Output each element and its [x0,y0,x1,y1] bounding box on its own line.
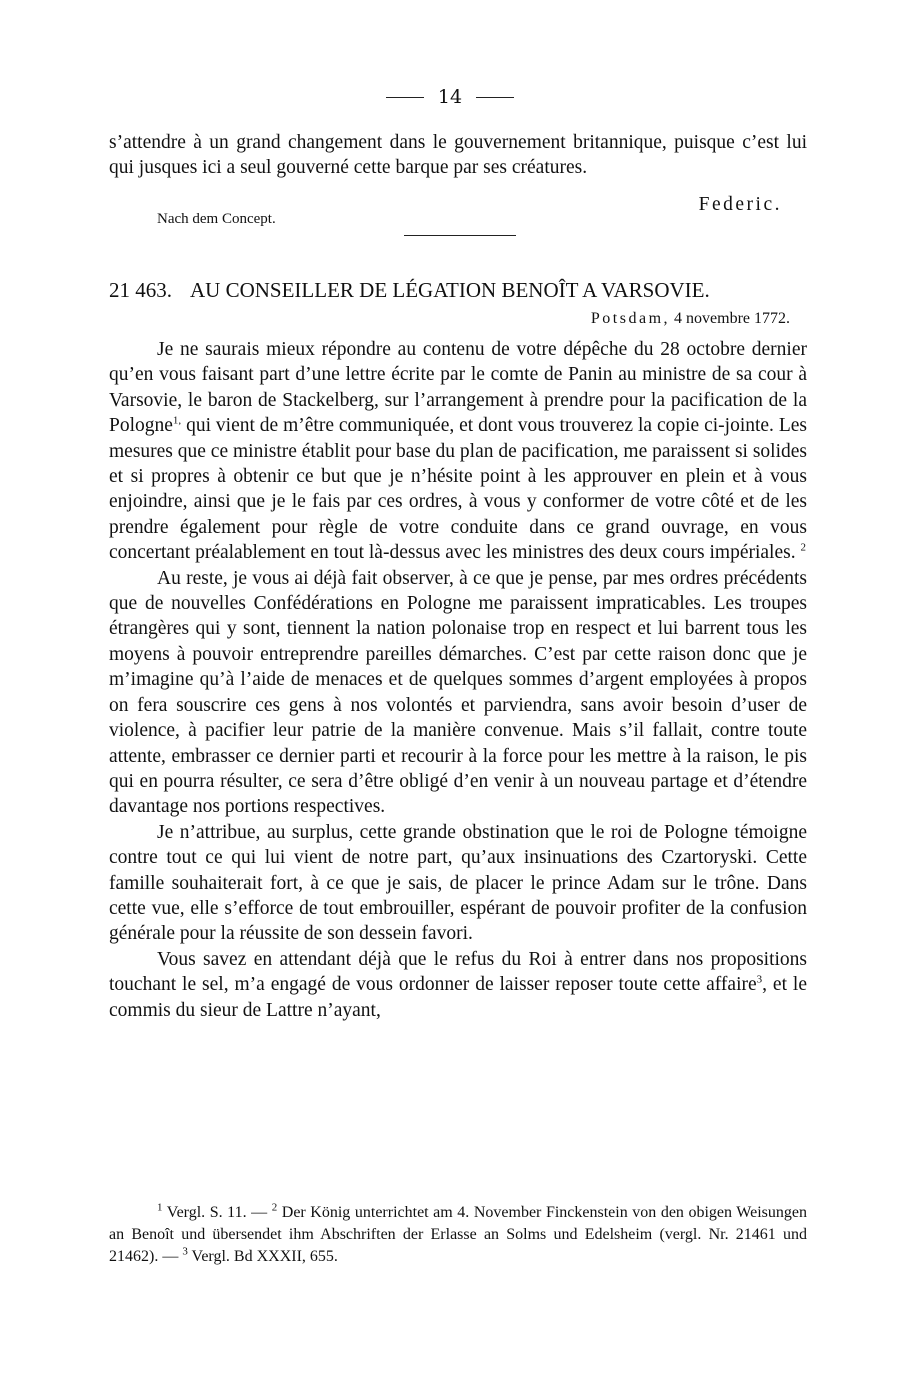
header-rule-right [476,97,514,98]
footnote-marker-1: 1 [157,1201,163,1214]
page-number: 14 [437,86,463,108]
paragraph-4 [109,947,807,1023]
carryover-text [109,130,807,181]
footnote-ref-3: 3 [756,973,763,986]
header-rule-left [386,97,424,98]
paragraph-4-part-1: Vous savez en attendant déjà que le refus du Roi à entrer dans nos propositions touchant le sel, m’a engagé de vous ordonner de laisser reposer toute cette affaire [109,948,807,996]
paragraph-1-part-2: qui vient de m’être communiquée, et dont vous trouverez la copie ci-jointe. Les mesures que ce ministre établit pour base du plan de pacification, me paraissent si solides et si propres à obtenir ce but que je n’hésite point à les approuver en plein et à vous enjoindre, ainsi que je le fais par ces ordres, à vous y conformer de votre côté et de les prendre également pour règle de votre conduite dans ce grand ouvrage, en vous concertant préalablement en tout là-dessus avec les ministres des deux cours impériales. [109,415,808,564]
source-note: Nach dem Concept. [157,211,276,227]
document-heading [109,278,809,303]
footnotes [109,1202,807,1268]
paragraph-3: Je n’attribue, au surplus, cette grande obstination que le roi de Pologne témoigne contre tout ce qui lui vient de notre part, qu’aux insinuations des Czartoryski. Cette famille souhaiterait fort, à ce que je sais, de placer le prince Adam sur le trône. Dans cette vue, elle s’efforce de tout embrouiller, espérant de pouvoir profiter de la confusion générale pour la réussite de son dessein favori. [109,821,807,945]
dateline-date: 4 novembre 1772. [674,310,790,327]
footnote-2-text: Der König unterrichtet am 4. November Finckenstein von den obigen Weisungen an Benoît und übersendet ihm Abschriften der Erlasse an Solms und Edelsheim (vergl. Nr. 21461 und 21462). — [109,1204,808,1265]
footnote-marker-3: 3 [182,1245,188,1258]
footnote-3-text: Vergl. Bd XXXII, 655. [191,1248,338,1265]
footnote-ref-1: 1, [172,414,182,427]
document-title: AU CONSEILLER DE LÉGATION BENOÎT A VARSOVIE. [190,278,710,302]
signature: Federic. [698,194,782,215]
footnote-ref-2: 2 [800,541,806,554]
footnote-block [109,1202,807,1268]
section-divider [404,235,516,236]
paragraph-4-part-2: , et le commis du sieur de Lattre n’ayant, [109,974,807,1021]
dateline-place: Potsdam, [590,310,671,327]
paragraph-1-part-1: Je ne saurais mieux répondre au contenu de votre dépêche du 28 octobre dernier qu’en vous faisant part d’une lettre écrite par le comte de Panin au ministre de sa cour à Varsovie, le baron de Stackelberg, sur l’arrangement à prendre pour la pacification de la Pologne [109,339,807,437]
paragraph-2: Au reste, je vous ai déjà fait observer, à ce que je pense, par mes ordres précédents que de nouvelles Confédérations en Pologne me paraissent impraticables. Les troupes étrangères qui y sont, tiennent la nation polonaise trop en respect et lui barrent tous les moyens à pouvoir entreprendre pareilles démarches. C’est par cette raison donc que je m’imagine qu’à l’aide de menaces et de quelques sommes d’argent employées à propos on fera souscrire ces gens à nos volontés et parviendra, sans avoir besoin d’user de violence, à pacifier leur patrie de la manière convenue. Mais s’il fallait, contre toute attente, embrasser ce dernier parti et recourir à la force pour les mettre à la raison, le pis qui en pourra résulter, ce sera d’être obligé d’en venir à un nouveau partage et d’étendre davantage nos portions respectives. [109,567,807,818]
paragraph-1 [109,337,807,566]
document-number: 21 463. [109,278,172,302]
footnote-1-text: Vergl. S. 11. — [166,1204,268,1221]
dateline [591,310,790,328]
footnote-marker-2: 2 [271,1201,278,1214]
page-header [0,86,900,108]
letter-body [109,337,807,1023]
carryover-paragraph: s’attendre à un grand changement dans le gouvernement britannique, puisque c’est lui qui jusques ici a seul gouverné cette barque par ses créatures. [109,132,807,179]
